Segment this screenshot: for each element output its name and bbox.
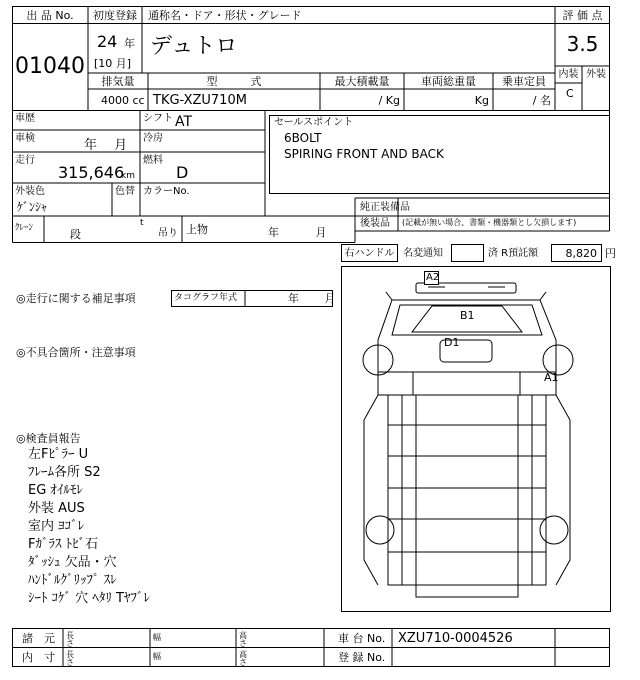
steering-side: 右ハンドル [344,248,395,259]
length-label: 長さ [66,650,74,667]
displacement-value: 4000 cc [101,94,145,107]
inner-dims-label: 内 寸 [22,651,55,664]
interior-grade: C [566,87,574,100]
tachograph-label: タコグラフ年式 [174,293,238,303]
registration-year-unit: 年 [124,37,135,50]
inspector-line: ｼｰﾄ ｺｹﾞ 穴 ﾍﾀﾘ Tﾔﾌﾞﾚ [28,591,150,606]
lot-number: 01040 [15,54,85,79]
damage-mark-a2: A2 [426,272,440,283]
inspector-line: 左Fﾋﾟﾗｰ U [28,447,89,462]
color-value: ｹﾞﾝｼｬ [17,200,48,214]
inspector-report-label: ◎検査員報告 [16,432,81,445]
inspector-line: Fｶﾞﾗｽ ﾄﾋﾞ石 [28,537,99,552]
damage-mark-d1: D1 [444,336,460,349]
color-code-label: カラーNo. [143,186,190,197]
tachograph-value: 年 月 [288,292,336,305]
gross-weight-value: Kg [474,94,489,107]
inspection-value: 年 月 [84,138,128,153]
truck-diagram [363,283,573,597]
color-change-label: 色替 [115,186,135,197]
inspector-line: 室内 ﾖｺﾞﾚ [28,519,85,534]
width-label: 幅 [153,633,161,642]
inspector-line: ﾌﾚｰﾑ各所 S2 [28,465,101,480]
sales-point-label: セールスポイント [274,117,354,128]
sales-point-line-2: SPIRING FRONT AND BACK [284,147,444,161]
history-label: 車歴 [15,113,35,124]
car-name: デュトロ [150,34,238,59]
ac-label: 冷房 [143,133,163,144]
lot-number-label: 出 品 No. [26,9,74,22]
crane-stages: 段 [70,228,81,241]
name-change-label: 名変通知 [403,248,443,259]
interior-grade-label: 内装 [558,69,579,80]
max-load-label: 最大積載量 [334,75,390,88]
upper-body-date: 年 月 [268,226,327,239]
color-label: 外装色 [15,186,45,197]
aftermarket-note: (記載が無い場合、書類・機器類とし欠損します) [402,218,577,227]
registration-year: 24 [97,32,118,51]
model-code: TKG-XZU710M [153,93,247,108]
max-load-value: / Kg [378,94,400,107]
fuel-value: D [176,163,189,182]
recycle-amount: 8,820 [565,247,597,260]
inspection-label: 車検 [15,133,35,144]
crane-label: ｸﾚｰﾝ [15,223,34,233]
sales-point-line-1: 6BOLT [284,131,322,145]
length-label: 長さ [66,631,74,648]
inspector-line: 外装 AUS [28,501,85,516]
score-label: 評 価 点 [562,9,603,22]
registration-number-label: 登 録 No. [338,651,386,664]
height-label: 高さ [239,631,247,648]
mileage-unit: km [121,171,135,181]
chassis-number: XZU710-0004526 [398,631,513,646]
upper-body-label: 上物 [186,223,208,236]
width-label: 幅 [153,652,161,661]
damage-mark-a1: A1 [544,371,559,384]
damage-mark-b1: B1 [460,309,475,322]
aftermarket-label: 後装品 [360,218,390,229]
overall-score: 3.5 [566,32,599,56]
shift-value: AT [175,114,193,130]
crane-lift-ton: t [140,218,144,228]
mileage-label: 走行 [15,155,35,166]
capacity-value: / 名 [532,94,551,107]
exterior-grade-label: 外装 [586,69,606,80]
inspector-line: EG ｵｲﾙﾓﾚ [28,483,83,498]
crane-lift-unit: 吊り [158,228,178,239]
genuine-equipment-label: 純正装備品 [360,202,410,213]
height-label: 高さ [239,650,247,667]
inspector-line: ﾀﾞｯｼｭ 欠品・穴 [28,555,117,570]
capacity-label: 乗車定員 [502,75,546,88]
inspector-line: ﾊﾝﾄﾞﾙｸﾞﾘｯﾌﾟ ｽﾚ [28,573,117,588]
specs-dims-label: 諸 元 [22,632,55,645]
shift-label: シフト [143,113,173,124]
defects-label: ◎不具合箇所・注意事項 [16,346,136,359]
first-registration-label: 初度登録 [93,9,137,22]
model-label: 型 式 [206,75,262,88]
chassis-number-label: 車 台 No. [338,632,386,645]
displacement-label: 排気量 [101,75,135,88]
gross-weight-label: 車両総重量 [421,75,476,88]
recycle-unit: 円 [605,247,616,260]
car-name-label: 通称名・ドア・形状・グレード [148,9,302,22]
recycle-label: 済 R預託額 [488,248,539,259]
fuel-label: 燃料 [143,155,163,166]
driving-notes-label: ◎走行に関する補足事項 [16,292,136,305]
mileage-value: 315,646 [58,163,125,182]
registration-month: [10 月] [94,57,132,70]
